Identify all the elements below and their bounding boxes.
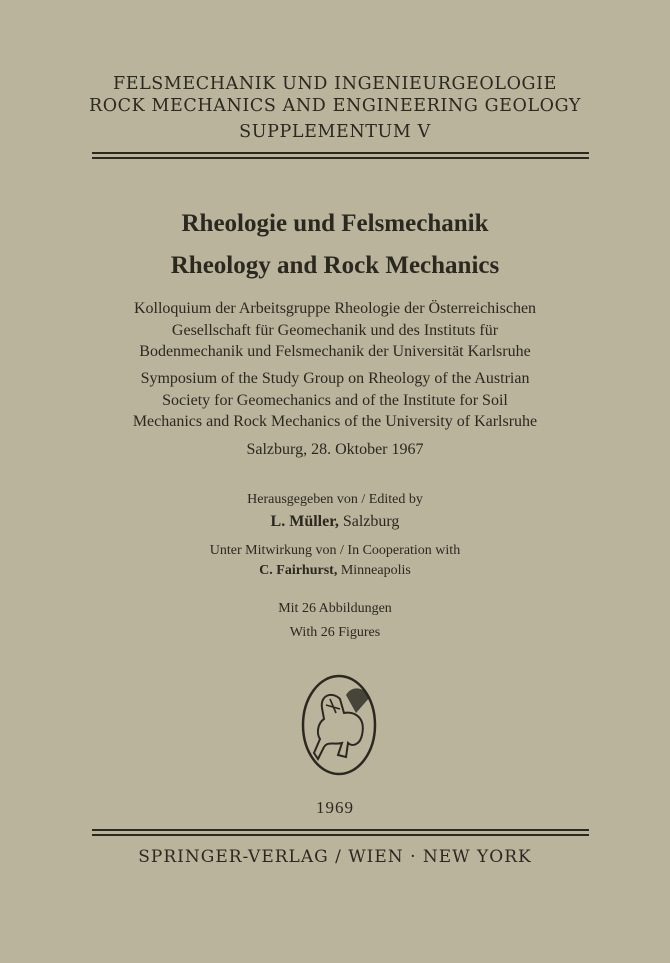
publisher: SPRINGER-VERLAG / WIEN · NEW YORK xyxy=(138,847,532,867)
editor xyxy=(0,511,670,533)
springer-knight-logo-icon xyxy=(300,673,378,777)
cooperator-name: C. Fairhurst, xyxy=(259,563,338,578)
description-english xyxy=(0,368,670,433)
cooperation-label: Unter Mitwirkung von / In Cooperation with xyxy=(209,543,461,558)
editor-name: L. Müller, xyxy=(270,513,339,530)
description-line: Gesellschaft für Geomechanik und des Instituts für xyxy=(171,321,499,339)
series-title-en: ROCK MECHANICS AND ENGINEERING GEOLOGY xyxy=(88,96,582,116)
figures-de: Mit 26 Abbildungen xyxy=(278,601,392,616)
title-english: Rheology and Rock Mechanics xyxy=(170,252,500,279)
description-line: Mechanics and Rock Mechanics of the University of Karlsruhe xyxy=(132,413,538,430)
edited-by-label: Herausgegeben von / Edited by xyxy=(247,492,423,507)
title-german: Rheologie und Felsmechanik xyxy=(181,210,489,237)
figures-en: With 26 Figures xyxy=(289,625,381,640)
double-rule-top xyxy=(92,152,589,159)
year: 1969 xyxy=(316,798,354,817)
editor-place: Salzburg xyxy=(342,513,400,530)
place-date: Salzburg, 28. Oktober 1967 xyxy=(246,441,424,458)
series-title-de: FELSMECHANIK UND INGENIEURGEOLOGIE xyxy=(112,74,558,94)
description-line: Kolloquium der Arbeitsgruppe Rheologie der Österreichischen xyxy=(133,300,537,317)
description-line: Society for Geomechanics and of the Institute for Soil xyxy=(162,391,508,409)
cooperator-place: Minneapolis xyxy=(340,563,411,578)
double-rule-bottom xyxy=(92,829,589,836)
description-german xyxy=(0,298,670,363)
description-line: Symposium of the Study Group on Rheology of the Austrian xyxy=(140,370,530,387)
description-line: Bodenmechanik und Felsmechanik der Universität Karlsruhe xyxy=(139,343,531,360)
cooperator xyxy=(0,561,670,581)
supplement-label: SUPPLEMENTUM V xyxy=(239,122,431,142)
